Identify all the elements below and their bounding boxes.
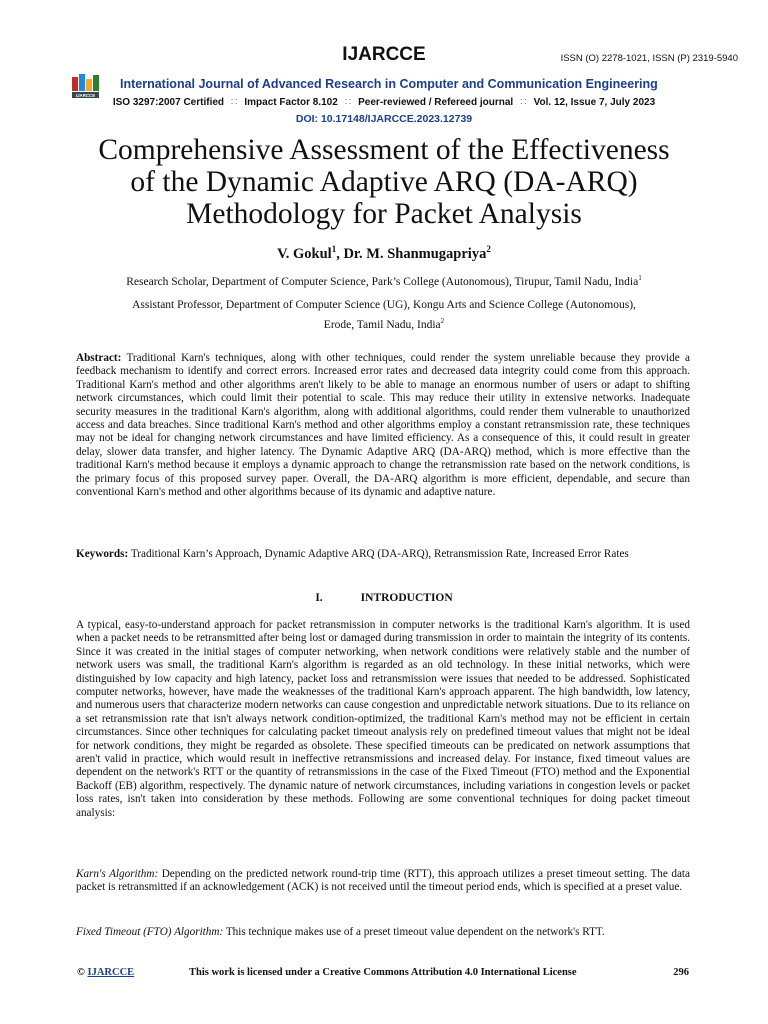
journal-logo xyxy=(70,71,104,99)
doi-text: DOI: 10.17148/IJARCCE.2023.12739 xyxy=(295,113,473,125)
affiliation-text: Erode, Tamil Nadu, India xyxy=(323,319,441,331)
meta-separator: ∷ xyxy=(520,97,527,108)
title-line: Comprehensive Assessment of the Effectiveness xyxy=(98,134,670,166)
meta-certified: ISO 3297:2007 Certified xyxy=(112,97,225,108)
journal-short-title: IJARCCE xyxy=(342,44,426,65)
abstract-text: Traditional Karn's techniques, along with other techniques, could render the system unreliable because they provide a feedback mechanism to identify and correct errors. Increased error rates and decreased data integrity could come from this approach. Traditional Karn's method and other algorithms aren't likely to be able to manage an enormous number of users or adapt to shifting network circumstances, which could limit their potential to scale. This may reduce their utility in extensive networks. Inadequate security measures in the traditional Karn's algorithm, along with additional algorithms, could render them vulnerable to unauthorized access and data breaches. Since traditional Karn's method and other algorithms employ a constant retransmission rate, these techniques may not be ideal for changing network circumstances and have limited efficiency. As a consequence of this, it could result in greater delay, slower data transfer, and higher latency. The Dynamic Adaptive ARQ (DA-ARQ) method, which is more effective than the traditional Karn's method because it employs a dynamic approach to change the retransmission rate based on the network conditions, is the primary focus of this proposed survey paper. Overall, the DA-ARQ algorithm is more efficient, dependable, and secure than conventional Karn's method and other algorithms because of its dynamic and adaptive nature. xyxy=(76,352,690,499)
karn-label: Karn's Algorithm: xyxy=(76,868,159,880)
copyright-symbol: © xyxy=(77,967,85,978)
title-line: Methodology for Packet Analysis xyxy=(186,198,582,230)
meta-impact-factor: Impact Factor 8.102 xyxy=(244,97,338,108)
affiliation-2: Assistant Professor, Department of Computer Science (UG), Kongu Arts and Science College (Autonomous), xyxy=(132,299,636,311)
issn-text: ISSN (O) 2278-1021, ISSN (P) 2319-5940 xyxy=(560,53,738,64)
fto-text: This technique makes use of a preset timeout value dependent on the network's RTT. xyxy=(225,926,605,938)
author-name: Dr. M. Shanmugapriya xyxy=(343,246,487,262)
meta-separator: ∷ xyxy=(231,97,238,108)
keywords-text: Traditional Karn’s Approach, Dynamic Adaptive ARQ (DA-ARQ), Retransmission Rate, Increased Error Rates xyxy=(130,548,629,560)
meta-peer-reviewed: Peer-reviewed / Refereed journal xyxy=(358,97,514,108)
section-heading xyxy=(0,592,768,604)
affiliation-superscript: 2 xyxy=(440,317,445,326)
section-title: INTRODUCTION xyxy=(360,592,453,604)
keywords-label: Keywords: xyxy=(76,548,129,560)
journal-full-name: International Journal of Advanced Research in Computer and Communication Engineering xyxy=(120,77,658,91)
affiliation-text: Research Scholar, Department of Computer Science, Park’s College (Autonomous), Tirupur, Tamil Nadu, India xyxy=(126,276,639,288)
title-line: of the Dynamic Adaptive ARQ (DA-ARQ) xyxy=(130,166,638,198)
author-superscript: 1 xyxy=(331,244,337,255)
fto-label: Fixed Timeout (FTO) Algorithm: xyxy=(76,926,224,938)
author-superscript: 2 xyxy=(486,244,491,255)
abstract-label: Abstract: xyxy=(76,352,122,364)
license-text: This work is licensed under a Creative Commons Attribution 4.0 International License xyxy=(189,967,577,978)
author-separator: , xyxy=(336,246,344,262)
meta-volume-issue: Vol. 12, Issue 7, July 2023 xyxy=(533,97,656,108)
meta-separator: ∷ xyxy=(344,97,352,108)
author-name: V. Gokul xyxy=(277,246,332,262)
page-number: 296 xyxy=(673,967,689,978)
keywords xyxy=(76,548,690,561)
karn-algorithm-paragraph xyxy=(76,868,690,895)
footer-copyright xyxy=(77,967,134,978)
introduction-paragraph: A typical, easy-to-understand approach for packet retransmission in computer networks is the traditional Karn's algorithm. It is used when a packet needs to be retransmitted after being lost or damaged during transmission in order to maintain the integrity of its contents. Since it was created in the initial stages of computer networking, when network conditions were relatively stable and the number of network users was small, the traditional Karn's algorithm is regarded as an old technology. In these initial networks, which were distinguished by low capacity and high latency, packet loss and retransmission were issues that needed to be addressed. Sophisticated computer networks, however, have made the weaknesses of the traditional Karn's approach apparent. The high bandwidth, low latency, and numerous users that characterize modern networks can cause congestion and unpredictable network situations. Due to its reliance on a set retransmission rate that isn't always network condition-optimized, the traditional Karn's method may not be efficient in certain circumstances. Since other techniques for calculating packet timeout analysis rely on predefined timeout values that might not be ideal for network conditions, they might be regarded as obsolete. These specified timeouts can be predicated on network assumptions that aren't valid in practice, which would result in ineffective retransmissions and increased delay. For instance, fixed timeout values are dependent on the network's RTT or the quantity of retransmissions in the case of the Fixed Timeout (FTO) method and the Exponential Backoff (EB) algorithm, respectively. The dynamic nature of network circumstances, including variations in congestion levels or packet loss rates, isn't taken into consideration by these methods. Following are some conventional techniques for doing packet timeout analysis: xyxy=(76,619,690,819)
author-list xyxy=(0,246,768,263)
journal-meta-line xyxy=(0,97,768,108)
section-number: I. xyxy=(315,592,323,604)
affiliation-2-location xyxy=(0,319,768,331)
abstract xyxy=(76,352,690,499)
affiliation-1 xyxy=(0,276,768,288)
fto-algorithm-paragraph xyxy=(76,926,690,939)
publisher-link[interactable]: IJARCCE xyxy=(87,967,135,978)
karn-text: Depending on the predicted network round-trip time (RTT), this approach utilizes a preset timeout setting. The data packet is retransmitted if an acknowledgement (ACK) is not received until the timeout period ends, which is specified at a preset value. xyxy=(76,868,690,894)
logo-label: IJARCCE xyxy=(75,93,96,98)
affiliation-superscript: 1 xyxy=(638,274,642,283)
paper-title xyxy=(40,134,728,230)
